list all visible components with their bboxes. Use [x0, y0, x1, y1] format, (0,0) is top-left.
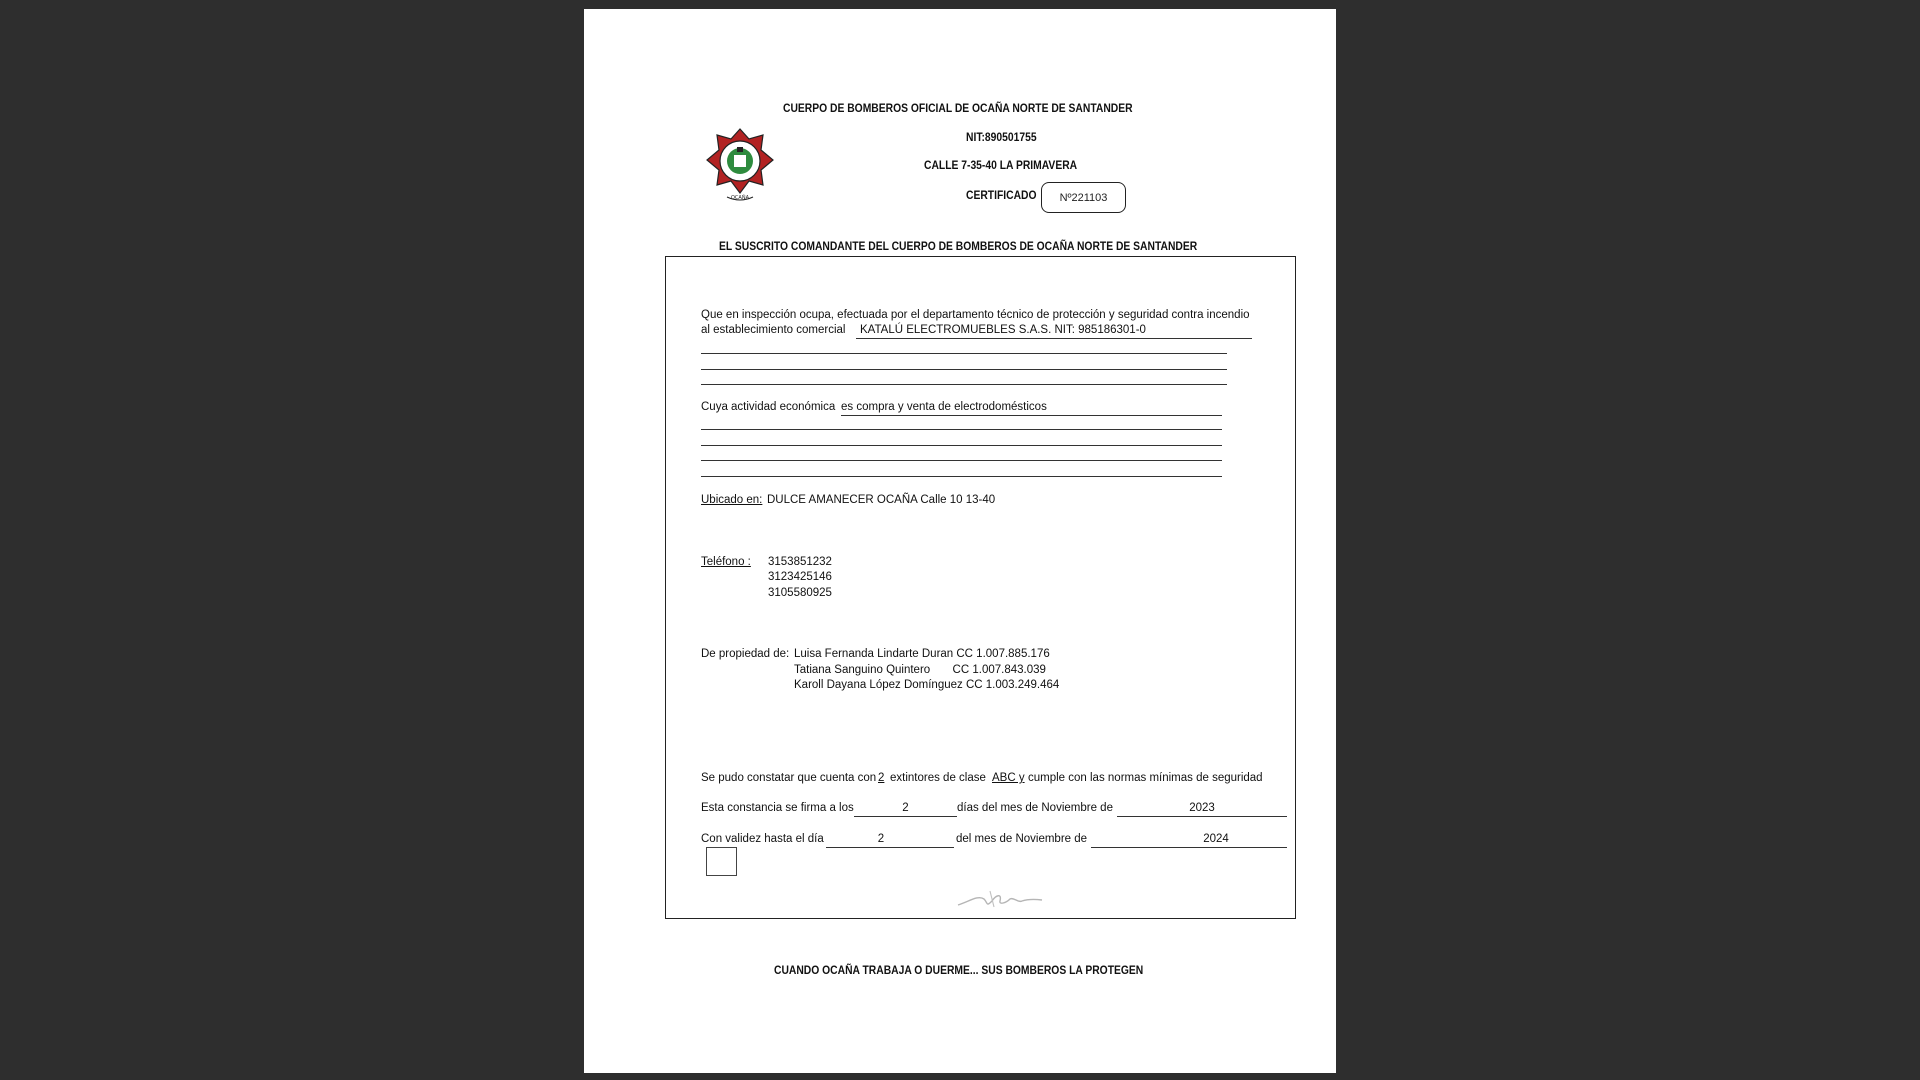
- valid-day-underline: [826, 847, 954, 848]
- phone-number: 3105580925: [768, 587, 832, 599]
- blank-line: [701, 353, 1227, 354]
- establishment-underline: [856, 338, 1252, 339]
- sign-middle: días del mes de Noviembre de: [957, 802, 1113, 814]
- sign-year: 2023: [1189, 802, 1215, 814]
- blank-line: [701, 460, 1222, 461]
- phone-number: 3123425146: [768, 571, 832, 583]
- phone-number: 3153851232: [768, 556, 832, 568]
- certificate-page: [584, 9, 1336, 1073]
- certificate-number-box: [1041, 182, 1126, 213]
- owner-label: De propiedad de:: [701, 648, 790, 660]
- certificate-label: CERTIFICADO: [966, 188, 1037, 202]
- document-subtitle: EL SUSCRITO COMANDANTE DEL CUERPO DE BOMBEROS DE OCAÑA NORTE DE SANTANDER: [719, 239, 1198, 253]
- intro-line-1: Que en inspección ocupa, efectuada por el departamento técnico de protección y seguridad contra incendio: [701, 309, 1250, 321]
- stamp-box: [706, 847, 737, 876]
- activity-value: es compra y venta de electrodomésticos: [841, 401, 1047, 413]
- intro-line-2-label: al establecimiento comercial: [701, 324, 846, 336]
- valid-year-underline: [1091, 847, 1287, 848]
- valid-day: 2: [877, 833, 885, 845]
- fire-department-seal-icon: [705, 125, 775, 203]
- extinguisher-prefix: Se pudo constatar que cuenta con: [701, 772, 877, 784]
- certificate-number: Nº221103: [1059, 191, 1108, 204]
- owner-entry: Tatiana Sanguino Quintero CC 1.007.843.039: [794, 664, 1046, 676]
- org-address: CALLE 7-35-40 LA PRIMAVERA: [924, 158, 1078, 172]
- org-name: CUERPO DE BOMBEROS OFICIAL DE OCAÑA NORTE DE SANTANDER: [783, 101, 1133, 115]
- extinguisher-class: ABC y: [992, 772, 1025, 784]
- activity-underline: [841, 415, 1222, 416]
- valid-year: 2024: [1203, 833, 1229, 845]
- activity-label: Cuya actividad económica: [701, 401, 836, 413]
- footer-motto: CUANDO OCAÑA TRABAJA O DUERME... SUS BOMBEROS LA PROTEGEN: [774, 963, 1144, 977]
- sign-day: 2: [902, 802, 909, 814]
- extinguisher-count: 2: [878, 772, 885, 784]
- establishment-name: KATALÚ ELECTROMUEBLES S.A.S. NIT: 985186301-0: [860, 324, 1146, 336]
- blank-line: [701, 445, 1222, 446]
- blank-line: [701, 476, 1222, 477]
- phone-label: Teléfono :: [701, 556, 751, 568]
- valid-middle: del mes de Noviembre de: [956, 833, 1088, 845]
- extinguisher-suffix: cumple con las normas mínimas de seguridad: [1028, 772, 1263, 784]
- owner-entry: Luisa Fernanda Lindarte Duran CC 1.007.885.176: [794, 648, 1050, 660]
- sign-prefix: Esta constancia se firma a los: [701, 802, 854, 814]
- sign-year-underline: [1117, 816, 1287, 817]
- valid-prefix: Con validez hasta el día: [701, 833, 824, 845]
- blank-line: [701, 369, 1227, 370]
- sign-day-underline: [854, 816, 957, 817]
- location-value: DULCE AMANECER OCAÑA Calle 10 13-40: [767, 494, 996, 506]
- org-nit: NIT:890501755: [966, 130, 1037, 144]
- certificate-body-frame: [665, 256, 1296, 919]
- signature-icon: [956, 887, 1051, 911]
- seal-text: OCAÑA: [730, 195, 750, 201]
- owner-entry: Karoll Dayana López Domínguez CC 1.003.249.464: [794, 679, 1060, 691]
- blank-line: [701, 384, 1227, 385]
- blank-line: [701, 429, 1222, 430]
- location-label: Ubicado en:: [701, 494, 763, 506]
- extinguisher-middle: extintores de clase: [890, 772, 986, 784]
